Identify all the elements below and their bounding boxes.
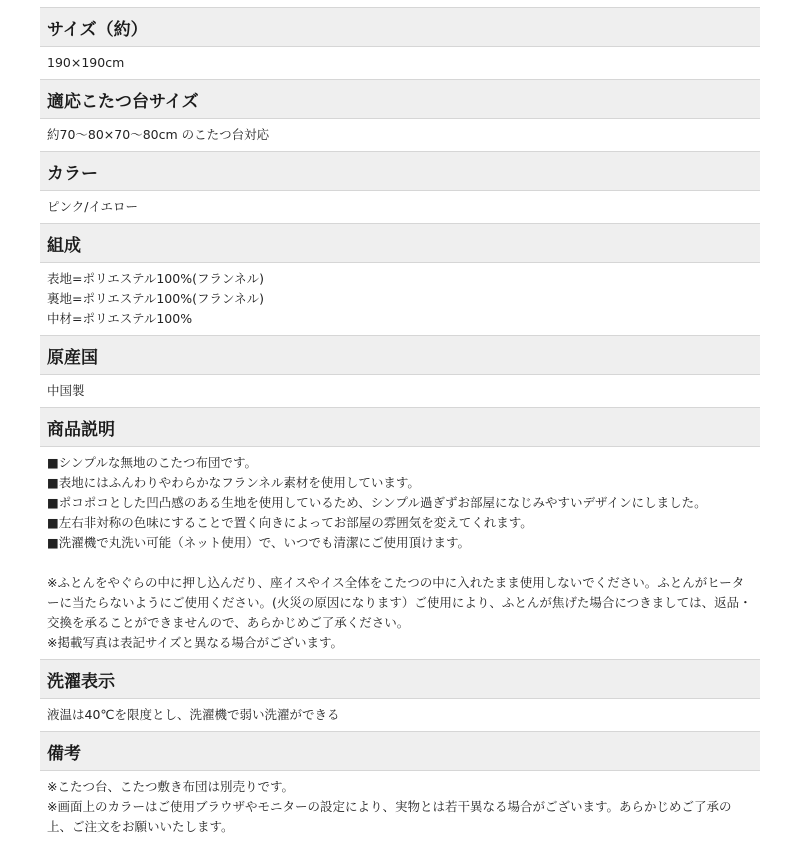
color-value: ピンク/イエロー	[47, 199, 138, 214]
section-body-remarks	[40, 771, 760, 843]
remarks-note: ※画面上のカラーはご使用ブラウザやモニターの設定により、実物とは若干異なる場合がございます。あらかじめご了承の上、ご注文をお願いいたします。	[47, 799, 732, 834]
spec-table	[40, 7, 760, 843]
origin-value: 中国製	[47, 383, 85, 398]
section-heading-color: カラー	[40, 152, 760, 191]
remarks-note: ※こたつ台、こたつ敷き布団は別売りです。	[47, 779, 294, 794]
composition-surface: 表地=ポリエステル100%(フランネル)	[47, 271, 264, 286]
section-body-origin	[40, 375, 760, 408]
size-value: 190×190cm	[47, 55, 125, 70]
section-body-table-size	[40, 119, 760, 152]
section-heading-washing: 洗濯表示	[40, 660, 760, 699]
description-warning-note: ※ふとんをやぐらの中に押し込んだり、座イスやイス全体をこたつの中に入れたまま使用しないでください。ふとんがヒーターに当たらないようにご使用ください。(火災の原因になります）ご使用により、ふとんが焦げた場合につきましては、返品・交換を承ることができませんので、あらかじめご了承ください。	[47, 575, 752, 630]
section-body-size	[40, 47, 760, 80]
description-bullet: ■シンプルな無地のこたつ布団です。	[47, 455, 257, 470]
section-body-composition	[40, 263, 760, 336]
composition-back: 裏地=ポリエステル100%(フランネル)	[47, 291, 264, 306]
composition-filling: 中材=ポリエステル100%	[47, 311, 193, 326]
description-bullet: ■洗濯機で丸洗い可能（ネット使用）で、いつでも清潔にご使用頂けます。	[47, 535, 471, 550]
description-bullet: ■表地にはふんわりやわらかなフランネル素材を使用しています。	[47, 475, 420, 490]
description-bullet: ■左右非対称の色味にすることで置く向きによってお部屋の雰囲気を変えてくれます。	[47, 515, 533, 530]
description-bullet: ■ポコポコとした凹凸感のある生地を使用しているため、シンプル過ぎずお部屋になじみやすいデザインにしました。	[47, 495, 707, 510]
table-size-value: 約70～80×70～80cm のこたつ台対応	[47, 127, 270, 142]
section-body-description	[40, 447, 760, 660]
paragraph-spacer	[47, 553, 753, 573]
section-body-color	[40, 191, 760, 224]
section-body-washing	[40, 699, 760, 732]
section-heading-remarks: 備考	[40, 732, 760, 771]
washing-value: 液温は40℃を限度とし、洗濯機で弱い洗濯ができる	[47, 707, 340, 722]
section-heading-composition: 組成	[40, 224, 760, 263]
description-photo-note: ※掲載写真は表記サイズと異なる場合がございます。	[47, 635, 343, 650]
section-heading-description: 商品説明	[40, 408, 760, 447]
section-heading-origin: 原産国	[40, 336, 760, 375]
section-heading-table-size: 適応こたつ台サイズ	[40, 80, 760, 119]
section-heading-size: サイズ（約）	[40, 8, 760, 47]
